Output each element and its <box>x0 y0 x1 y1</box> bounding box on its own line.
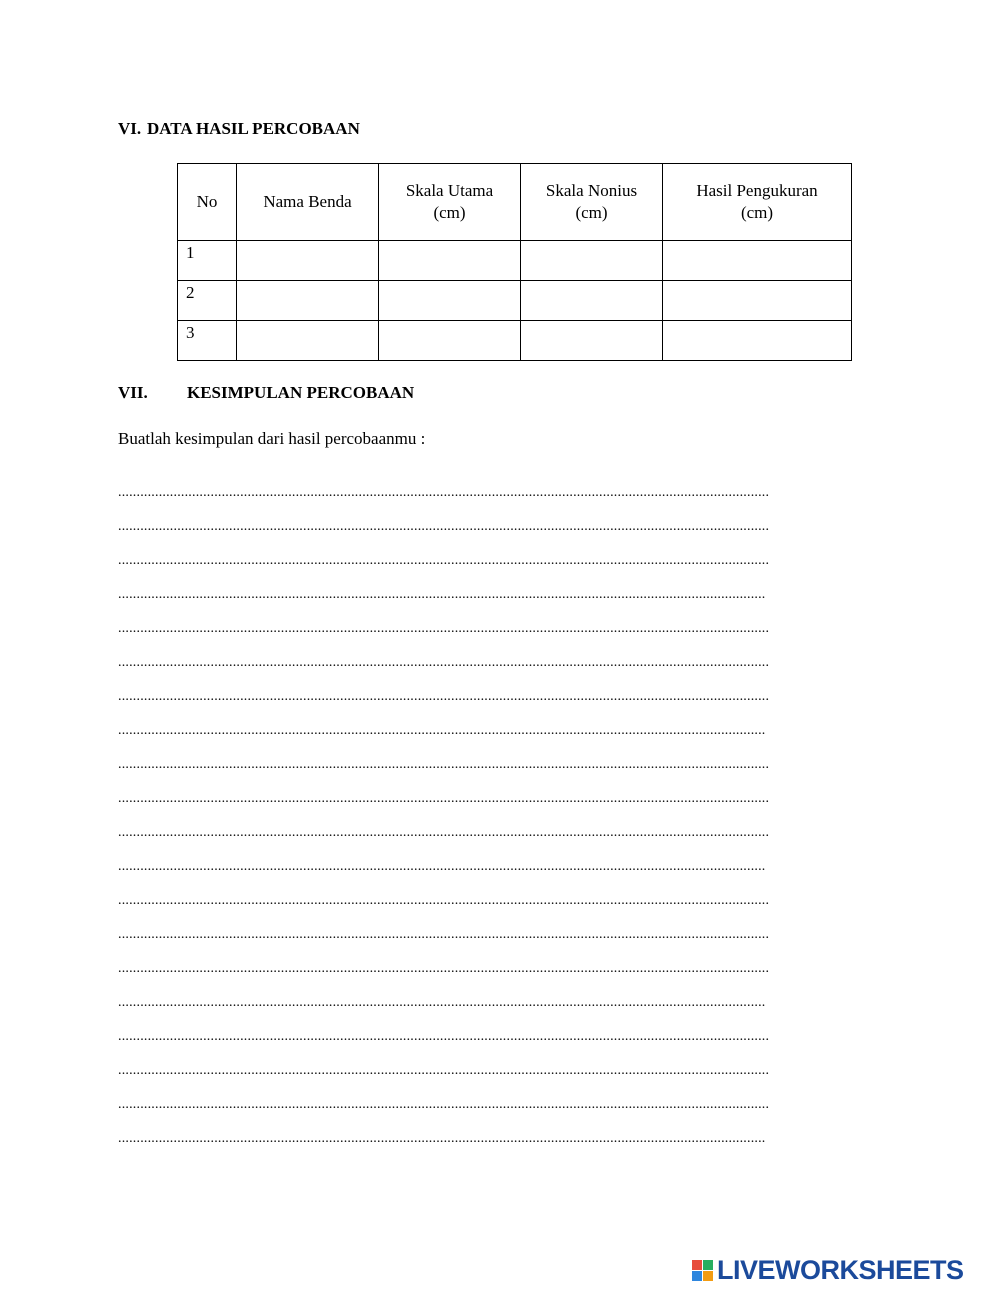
header-no: No <box>178 164 237 241</box>
section-6-title: DATA HASIL PERCOBAAN <box>147 119 360 138</box>
skala-utama-cell[interactable] <box>379 281 521 321</box>
answer-line[interactable]: ................................................................................................................................................................................ <box>118 894 770 908</box>
header-skala-nonius: Skala Nonius (cm) <box>521 164 663 241</box>
header-skala-utama: Skala Utama (cm) <box>379 164 521 241</box>
data-table <box>177 163 852 361</box>
answer-line[interactable]: ................................................................................................................................................................................ <box>118 792 770 806</box>
skala-utama-cell[interactable] <box>379 241 521 281</box>
section-6-heading <box>118 119 360 139</box>
section-7-heading <box>118 383 414 403</box>
logo-text: LIVEWORKSHEETS <box>717 1254 964 1285</box>
table-header-row <box>178 164 852 241</box>
answer-line[interactable]: ............................................................................................................................................................................... <box>118 588 766 602</box>
answer-lines <box>118 486 882 1166</box>
answer-line[interactable]: ................................................................................................................................................................................ <box>118 1030 770 1044</box>
answer-line[interactable]: ................................................................................................................................................................................ <box>118 928 770 942</box>
section-7-number: VII. <box>118 383 148 402</box>
logo-square-red <box>692 1260 702 1270</box>
logo-mark-icon <box>692 1260 713 1281</box>
answer-line[interactable]: ................................................................................................................................................................................ <box>118 656 770 670</box>
answer-line[interactable]: ................................................................................................................................................................................ <box>118 554 770 568</box>
logo-square-orange <box>703 1271 713 1281</box>
header-nama-benda: Nama Benda <box>237 164 379 241</box>
table-row <box>178 281 852 321</box>
row-number: 3 <box>178 321 237 361</box>
skala-nonius-cell[interactable] <box>521 281 663 321</box>
skala-nonius-cell[interactable] <box>521 321 663 361</box>
logo-square-blue <box>692 1271 702 1281</box>
answer-line[interactable]: ................................................................................................................................................................................ <box>118 622 770 636</box>
answer-line[interactable]: ............................................................................................................................................................................... <box>118 860 766 874</box>
answer-line[interactable]: ................................................................................................................................................................................ <box>118 758 770 772</box>
hasil-pengukuran-cell[interactable] <box>663 241 852 281</box>
liveworksheets-logo <box>692 1255 964 1285</box>
section-7-title: KESIMPULAN PERCOBAAN <box>187 383 415 402</box>
section-6-number: VI. <box>118 119 142 138</box>
answer-line[interactable]: ............................................................................................................................................................................... <box>118 1132 766 1146</box>
answer-line[interactable]: ............................................................................................................................................................................... <box>118 724 766 738</box>
skala-utama-cell[interactable] <box>379 321 521 361</box>
header-hasil-pengukuran: Hasil Pengukuran (cm) <box>663 164 852 241</box>
answer-line[interactable]: ................................................................................................................................................................................ <box>118 520 770 534</box>
table-row <box>178 241 852 281</box>
nama-benda-cell[interactable] <box>237 321 379 361</box>
hasil-pengukuran-cell[interactable] <box>663 321 852 361</box>
answer-line[interactable]: ............................................................................................................................................................................... <box>118 996 766 1010</box>
table-row <box>178 321 852 361</box>
answer-line[interactable]: ................................................................................................................................................................................ <box>118 690 770 704</box>
answer-line[interactable]: ................................................................................................................................................................................ <box>118 1098 770 1112</box>
logo-square-green <box>703 1260 713 1270</box>
nama-benda-cell[interactable] <box>237 281 379 321</box>
nama-benda-cell[interactable] <box>237 241 379 281</box>
row-number: 2 <box>178 281 237 321</box>
answer-line[interactable]: ................................................................................................................................................................................ <box>118 486 770 500</box>
answer-line[interactable]: ................................................................................................................................................................................ <box>118 1064 770 1078</box>
hasil-pengukuran-cell[interactable] <box>663 281 852 321</box>
answer-line[interactable]: ................................................................................................................................................................................ <box>118 962 770 976</box>
skala-nonius-cell[interactable] <box>521 241 663 281</box>
instruction-text: Buatlah kesimpulan dari hasil percobaanmu : <box>118 429 426 448</box>
answer-line[interactable]: ................................................................................................................................................................................ <box>118 826 770 840</box>
row-number: 1 <box>178 241 237 281</box>
